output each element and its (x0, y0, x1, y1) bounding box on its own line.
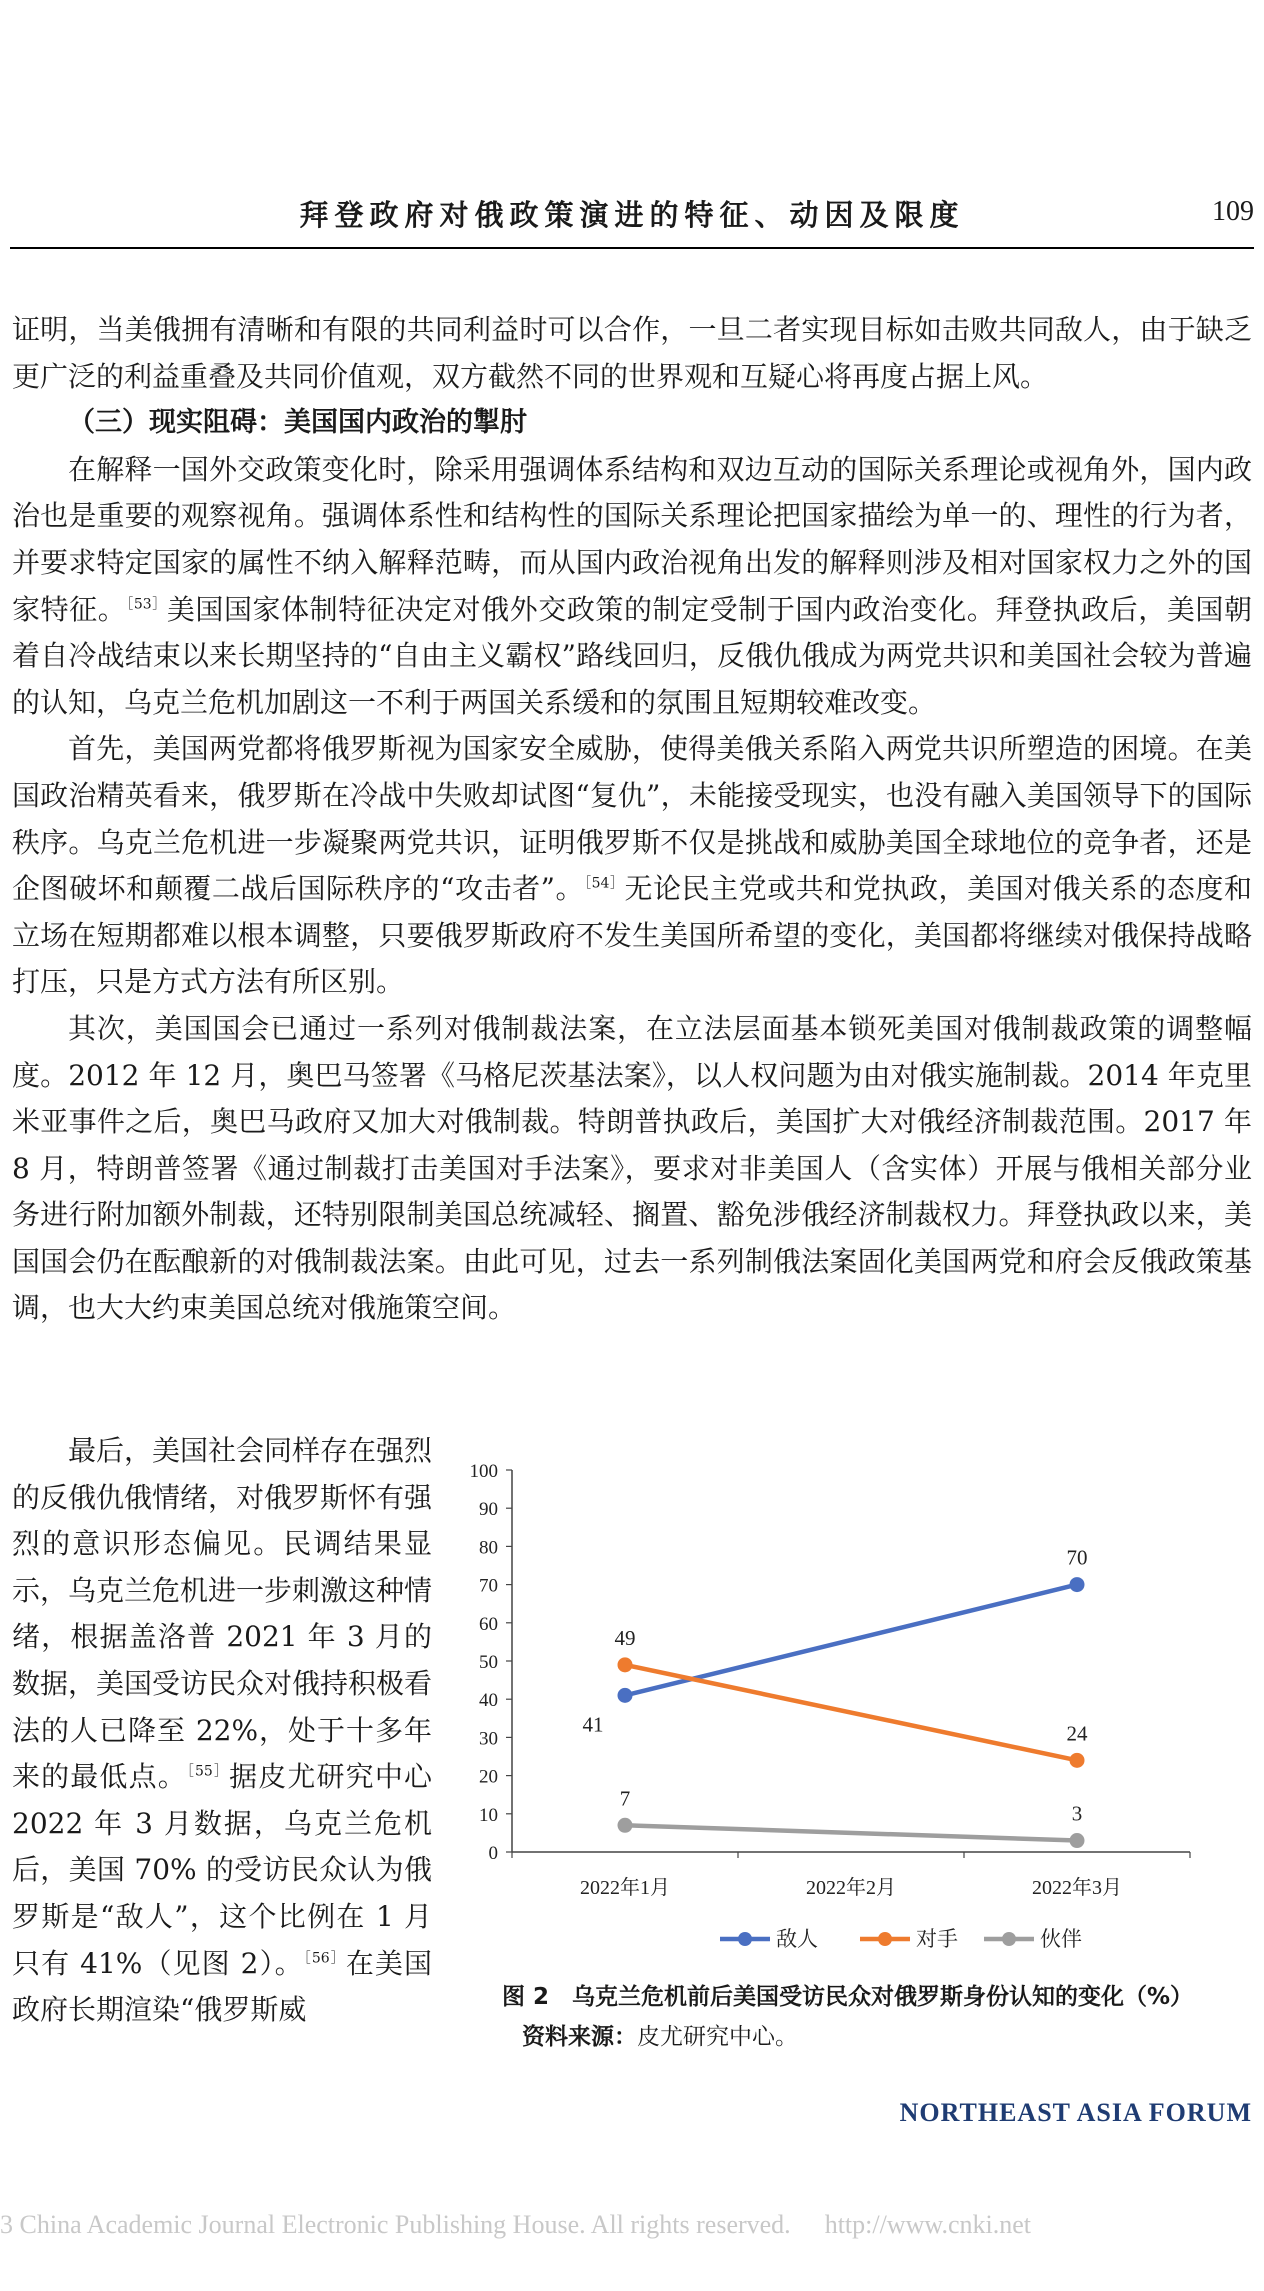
paragraph-text: 无论民主党或共和党执政，美国对俄关系的态度和立场在短期都难以根本调整，只要俄罗斯政府不发生美国所希望的变化，美国都将继续对俄保持战略打压，只是方式方法有所区别。 (12, 872, 1252, 999)
legend-label: 敌人 (776, 1927, 818, 1951)
data-point-伙伴 (1070, 1833, 1085, 1848)
footnote-ref[interactable]: ［56］ (303, 1950, 346, 1967)
cnki-link[interactable]: http://www.cnki.net (824, 2210, 1031, 2239)
data-point-对手 (618, 1657, 633, 1672)
x-tick-label: 2022年3月 (1032, 1877, 1122, 1899)
running-header-title: 拜登政府对俄政策演进的特征、动因及限度 (299, 198, 965, 232)
y-tick-label: 10 (479, 1804, 498, 1826)
legend-swatch-marker (1002, 1932, 1016, 1946)
paragraph-text: 首先，美国两党都将俄罗斯视为国家安全威胁，使得美俄关系陷入两党共识所塑造的困境。在美国政治精英看来，俄罗斯在冷战中失败却试图“复仇”，未能接受现实，也没有融入美国领导下的国际秩序。乌克兰危机进一步凝聚两党共识，证明俄罗斯不仅是挑战和威胁美国全球地位的竞争者，还是企图破坏和颠覆二战后国际秩序的“攻击者”。 (12, 732, 1252, 906)
series-line-伙伴 (625, 1825, 1077, 1840)
x-tick-label: 2022年1月 (580, 1877, 670, 1899)
legend-swatch-marker (738, 1932, 752, 1946)
paragraph-text: 在解释一国外交政策变化时，除采用强调体系结构和双边互动的国际关系理论或视角外，国内政治也是重要的观察视角。强调体系性和结构性的国际关系理论把国家描绘为单一的、理性的行为者，并要求特定国家的属性不纳入解释范畴，而从国内政治视角出发的解释则涉及相对国家权力之外的国家特征。 (12, 452, 1252, 626)
figure-caption: 图 2 乌克兰危机前后美国受访民众对俄罗斯身份认知的变化（%） (502, 1984, 1194, 2010)
data-point-敌人 (1070, 1577, 1085, 1592)
y-tick-label: 100 (469, 1461, 498, 1482)
source-text: 皮尤研究中心。 (637, 2024, 798, 2050)
data-label: 7 (619, 1786, 631, 1811)
paragraph-text: 据皮尤研究中心 2022 年 3 月数据，乌克兰危机后，美国 70% 的受访民众认为俄罗斯是“敌人”，这个比例在 1 月只有 41%（见图 2）。 (12, 1760, 432, 1980)
data-point-对手 (1070, 1753, 1085, 1768)
y-tick-label: 60 (479, 1613, 498, 1635)
copyright-notice (0, 2210, 1031, 2240)
data-label: 49 (614, 1625, 636, 1650)
data-label: 70 (1066, 1545, 1088, 1570)
data-label: 41 (582, 1712, 604, 1737)
legend-label: 伙伴 (1040, 1927, 1082, 1951)
header-rule (10, 247, 1254, 249)
legend-swatch-marker (878, 1932, 892, 1946)
y-tick-label: 30 (479, 1728, 498, 1750)
journal-name: NORTHEAST ASIA FORUM (899, 2098, 1252, 2127)
body-text (12, 307, 1252, 1332)
figure-source (522, 2018, 798, 2051)
y-tick-label: 90 (479, 1499, 498, 1521)
data-label: 3 (1071, 1801, 1083, 1826)
footnote-ref[interactable]: ［53］ (126, 596, 167, 613)
paragraph-continued: 证明，当美俄拥有清晰和有限的共同利益时可以合作，一旦二者实现目标如击败共同敌人，由于缺乏更广泛的利益重叠及共同价值观，双方截然不同的世界观和互疑心将再度占据上风。 (12, 313, 1252, 393)
footnote-ref[interactable]: ［54］ (584, 875, 625, 892)
footnote-ref[interactable]: ［55］ (186, 1763, 230, 1780)
x-tick-label: 2022年2月 (806, 1877, 896, 1899)
y-tick-label: 40 (479, 1690, 498, 1712)
section-heading: （三）现实阻碍：美国国内政治的掣肘 (68, 407, 527, 439)
y-tick-label: 0 (488, 1843, 498, 1864)
y-tick-label: 50 (479, 1652, 498, 1673)
copyright-text: 3 China Academic Journal Electronic Publishing House. All rights reserved. (0, 2210, 791, 2239)
y-tick-label: 80 (479, 1537, 498, 1559)
paragraph (12, 447, 1252, 727)
page-number: 109 (1212, 196, 1254, 227)
data-label: 24 (1066, 1721, 1088, 1746)
paragraph: 其次，美国国会已通过一系列对俄制裁法案，在立法层面基本锁死美国对俄制裁政策的调整幅度。2012 年 12 月，奥巴马签署《马格尼茨基法案》，以人权问题为由对俄实施制裁。2014 年克里米亚事件之后，奥巴马政府又加大对俄制裁。特朗普执政后，美国扩大对俄经济制裁范围。2017 年 8 月，特朗普签署《通过制裁打击美国对手法案》，要求对非美国人（含实体）开展与俄相关部分业务进行附加额外制裁，还特别限制美国总统减轻、搁置、豁免涉俄经济制裁权力。拜登执政以来，美国国会仍在酝酿新的对俄制裁法案。由此可见，过去一系列制俄法案固化美国两党和府会反俄政策基调，也大大约束美国总统对俄施策空间。 (12, 1011, 1252, 1325)
legend-label: 对手 (916, 1927, 958, 1951)
y-tick-label: 20 (479, 1766, 498, 1788)
data-point-伙伴 (618, 1818, 633, 1833)
wrapped-paragraph (12, 1428, 432, 2034)
paragraph-text: 最后，美国社会同样存在强烈的反俄仇俄情绪，对俄罗斯怀有强烈的意识形态偏见。民调结果显示，乌克兰危机进一步刺激这种情绪，根据盖洛普 2021 年 3 月的数据，美国受访民众对俄持积极看法的人已降至 22%，处于十多年来的最低点。 (12, 1434, 433, 1794)
line-chart (460, 1450, 1240, 1970)
y-tick-label: 70 (479, 1575, 498, 1597)
data-point-敌人 (618, 1688, 633, 1703)
source-label: 资料来源： (522, 2024, 637, 2050)
paragraph-text: 美国国家体制特征决定对俄外交政策的制定受制于国内政治变化。拜登执政后，美国朝着自冷战结束以来长期坚持的“自由主义霸权”路线回归，反俄仇俄成为两党共识和美国社会较为普遍的认知，乌克兰危机加剧这一不利于两国关系缓和的氛围且短期较难改变。 (12, 592, 1252, 719)
paragraph (12, 1428, 432, 2034)
paragraph (12, 726, 1252, 1006)
paragraph-text: 在美国政府长期渲染“俄罗斯威 (12, 1946, 432, 2027)
series-line-对手 (625, 1665, 1077, 1761)
